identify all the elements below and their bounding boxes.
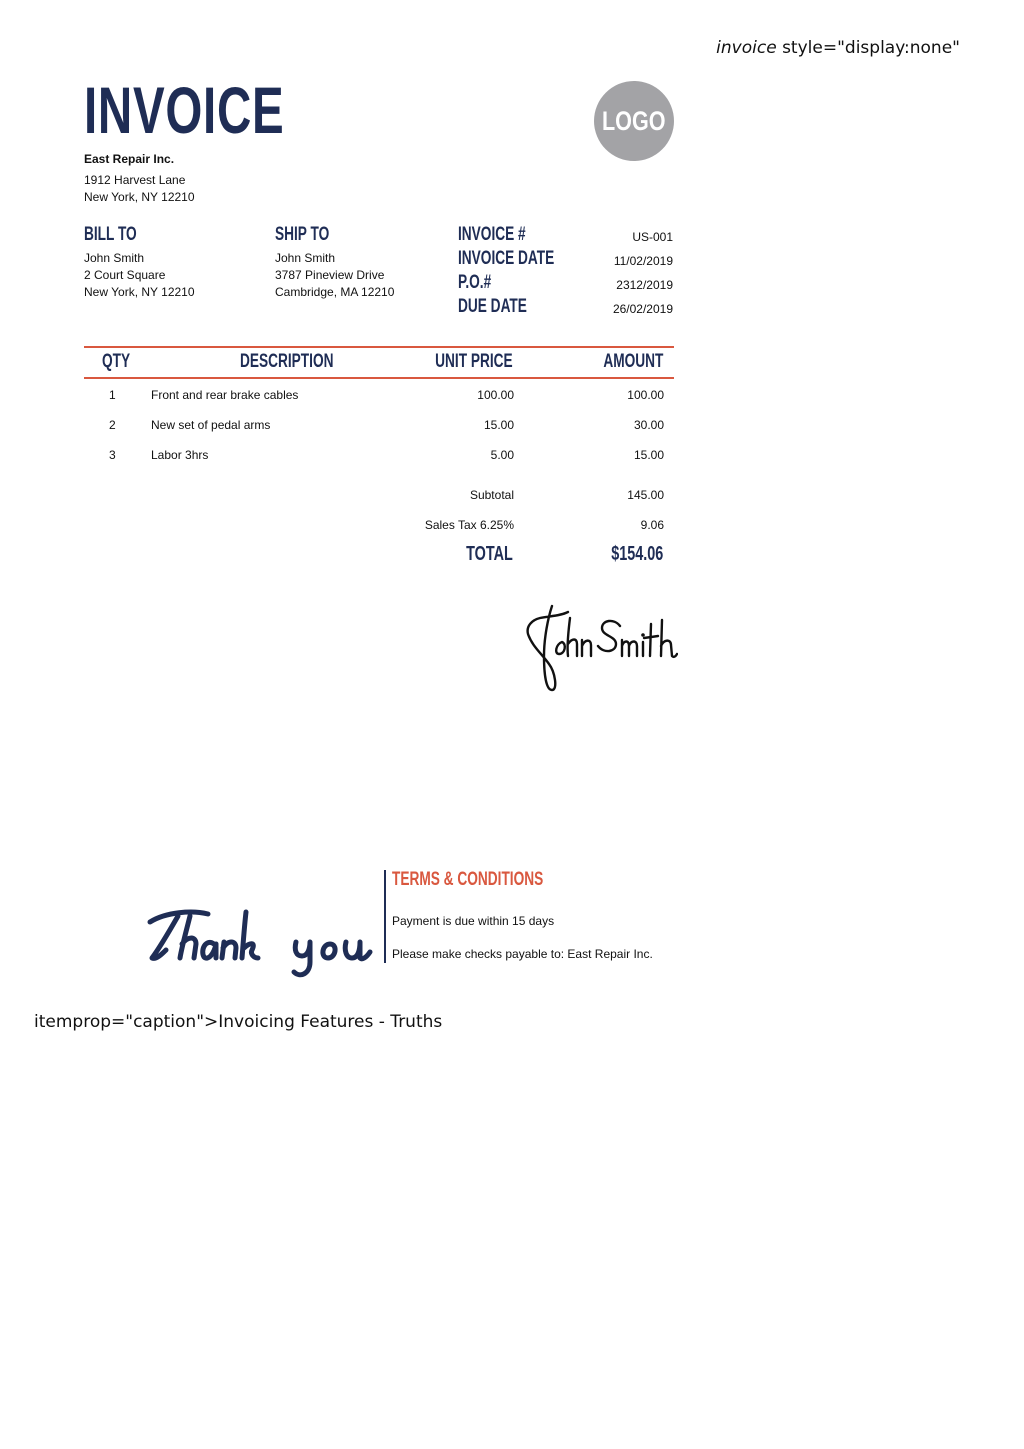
amount-column-header: AMOUNT bbox=[602, 351, 663, 372]
row-3-description: Labor 3hrs bbox=[151, 448, 209, 462]
subtotal-label: Subtotal bbox=[469, 488, 514, 502]
company-logo bbox=[594, 81, 674, 161]
row-1-description: Front and rear brake cables bbox=[151, 388, 299, 402]
ship-to-name: John Smith bbox=[275, 251, 336, 265]
sales-tax-value: 9.06 bbox=[640, 518, 664, 532]
row-3-qty: 3 bbox=[109, 448, 116, 462]
ship-to-heading: SHIP TO bbox=[275, 224, 330, 245]
terms-heading: TERMS & CONDITIONS bbox=[392, 869, 544, 890]
terms-line-1: Payment is due within 15 days bbox=[392, 914, 555, 928]
table-header-rule bbox=[84, 377, 674, 379]
sales-tax-label: Sales Tax 6.25% bbox=[424, 518, 514, 532]
row-2-description: New set of pedal arms bbox=[151, 418, 271, 432]
row-1-amount: 100.00 bbox=[627, 388, 664, 402]
bill-to-heading: BILL TO bbox=[84, 224, 137, 245]
due-date-value: 26/02/2019 bbox=[612, 302, 673, 316]
ship-to-line-2: Cambridge, MA 12210 bbox=[275, 285, 395, 299]
description-column-header: DESCRIPTION bbox=[240, 351, 334, 372]
row-2-amount: 30.00 bbox=[633, 418, 664, 432]
company-address-line-2: New York, NY 12210 bbox=[84, 190, 195, 204]
stray-markup-italic: invoice bbox=[716, 38, 777, 58]
qty-column-header: QTY bbox=[102, 351, 131, 372]
bill-to-line-2: New York, NY 12210 bbox=[84, 285, 195, 299]
invoice-title: INVOICE bbox=[84, 73, 285, 147]
logo-text: LOGO bbox=[602, 105, 666, 136]
terms-divider bbox=[384, 870, 386, 963]
row-3-unit-price: 5.00 bbox=[490, 448, 514, 462]
company-name: East Repair Inc. bbox=[84, 152, 175, 166]
terms-line-2: Please make checks payable to: East Repair Inc. bbox=[392, 947, 653, 961]
total-label: TOTAL bbox=[466, 543, 513, 565]
stray-markup-rest: style="display:none" bbox=[776, 38, 960, 58]
caption-text: itemprop="caption">Invoicing Features - Truths bbox=[34, 1012, 443, 1032]
po-number-value: 2312/2019 bbox=[616, 278, 673, 292]
invoice-date-value: 11/02/2019 bbox=[613, 254, 673, 268]
signature-image bbox=[522, 598, 678, 696]
ship-to-line-1: 3787 Pineview Drive bbox=[275, 268, 385, 282]
row-1-unit-price: 100.00 bbox=[477, 388, 514, 402]
bill-to-line-1: 2 Court Square bbox=[84, 268, 166, 282]
invoice-number-label: INVOICE # bbox=[458, 224, 526, 245]
bill-to-name: John Smith bbox=[84, 251, 145, 265]
row-2-qty: 2 bbox=[109, 418, 116, 432]
invoice-date-label: INVOICE DATE bbox=[458, 248, 555, 269]
invoice-number-value: US-001 bbox=[632, 230, 673, 244]
row-3-amount: 15.00 bbox=[633, 448, 664, 462]
unit-price-column-header: UNIT PRICE bbox=[435, 351, 513, 372]
due-date-label: DUE DATE bbox=[458, 296, 527, 317]
thank-you-image bbox=[146, 900, 382, 980]
company-address-line-1: 1912 Harvest Lane bbox=[84, 173, 186, 187]
po-number-label: P.O.# bbox=[458, 272, 492, 293]
subtotal-value: 145.00 bbox=[627, 488, 664, 502]
stray-markup-note bbox=[716, 38, 960, 58]
row-1-qty: 1 bbox=[109, 388, 116, 402]
total-value: $154.06 bbox=[610, 543, 663, 565]
row-2-unit-price: 15.00 bbox=[483, 418, 514, 432]
table-top-rule bbox=[84, 346, 674, 348]
